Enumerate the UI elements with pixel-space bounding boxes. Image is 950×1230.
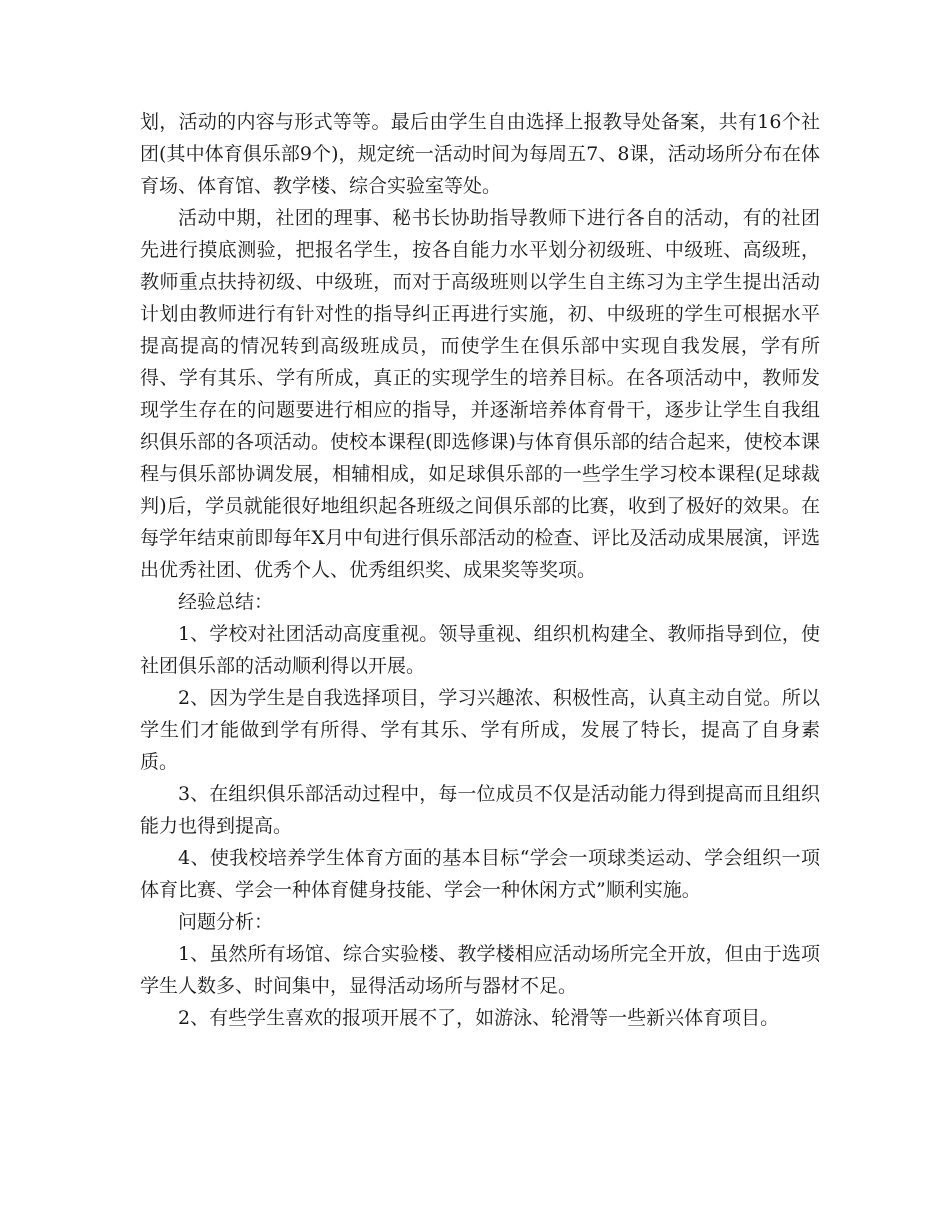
- heading-experience-summary: 经验总结：: [178, 591, 274, 613]
- heading-problem-analysis: 问题分析：: [178, 911, 274, 933]
- problem-item-1: 1、虽然所有场馆、综合实验楼、教学楼相应活动场所完全开放，但由于选项学生人数多、时间集中，显得活动场所与器材不足。: [140, 943, 820, 997]
- document-body: [140, 106, 820, 1034]
- summary-item-4: 4、使我校培养学生体育方面的基本目标“学会一项球类运动、学会组织一项体育比赛、学会一种体育健身技能、学会一种休闲方式”顺利实施。: [140, 847, 820, 901]
- paragraph-1: 划，活动的内容与形式等等。最后由学生自由选择上报教导处备案，共有16个社团(其中体育俱乐部9个)，规定统一活动时间为每周五7、8课，活动场所分布在体育场、体育馆、教学楼、综合实验室等处。: [140, 111, 820, 197]
- summary-item-1: 1、学校对社团活动高度重视。领导重视、组织机构建全、教师指导到位，使社团俱乐部的活动顺利得以开展。: [140, 623, 820, 677]
- summary-item-2: 2、因为学生是自我选择项目，学习兴趣浓、积极性高，认真主动自觉。所以学生们才能做到学有所得、学有其乐、学有所成，发展了特长，提高了自身素质。: [140, 687, 820, 773]
- problem-item-2: 2、有些学生喜欢的报项开展不了，如游泳、轮滑等一些新兴体育项目。: [178, 1007, 780, 1029]
- summary-item-3: 3、在组织俱乐部活动过程中，每一位成员不仅是活动能力得到提高而且组织能力也得到提高。: [140, 783, 820, 837]
- paragraph-2: 活动中期，社团的理事、秘书长协助指导教师下进行各自的活动，有的社团先进行摸底测验，把报名学生，按各自能力水平划分初级班、中级班、高级班，教师重点扶持初级、中级班，而对于高级班则以学生自主练习为主学生提出活动计划由教师进行有针对性的指导纠正再进行实施，初、中级班的学生可根据水平提高提高的情况转到高级班成员，而使学生在俱乐部中实现自我发展，学有所得、学有其乐、学有所成，真正的实现学生的培养目标。在各项活动中，教师发现学生存在的问题要进行相应的指导，并逐渐培养体育骨干，逐步让学生自我组织俱乐部的各项活动。使校本课程(即选修课)与体育俱乐部的结合起来，使校本课程与俱乐部协调发展，相辅相成，如足球俱乐部的一些学生学习校本课程(足球裁判)后，学员就能很好地组织起各班级之间俱乐部的比赛，收到了极好的效果。在每学年结束前即每年X月中旬进行俱乐部活动的检查、评比及活动成果展演，评选出优秀社团、优秀个人、优秀组织奖、成果奖等奖项。: [140, 207, 820, 581]
